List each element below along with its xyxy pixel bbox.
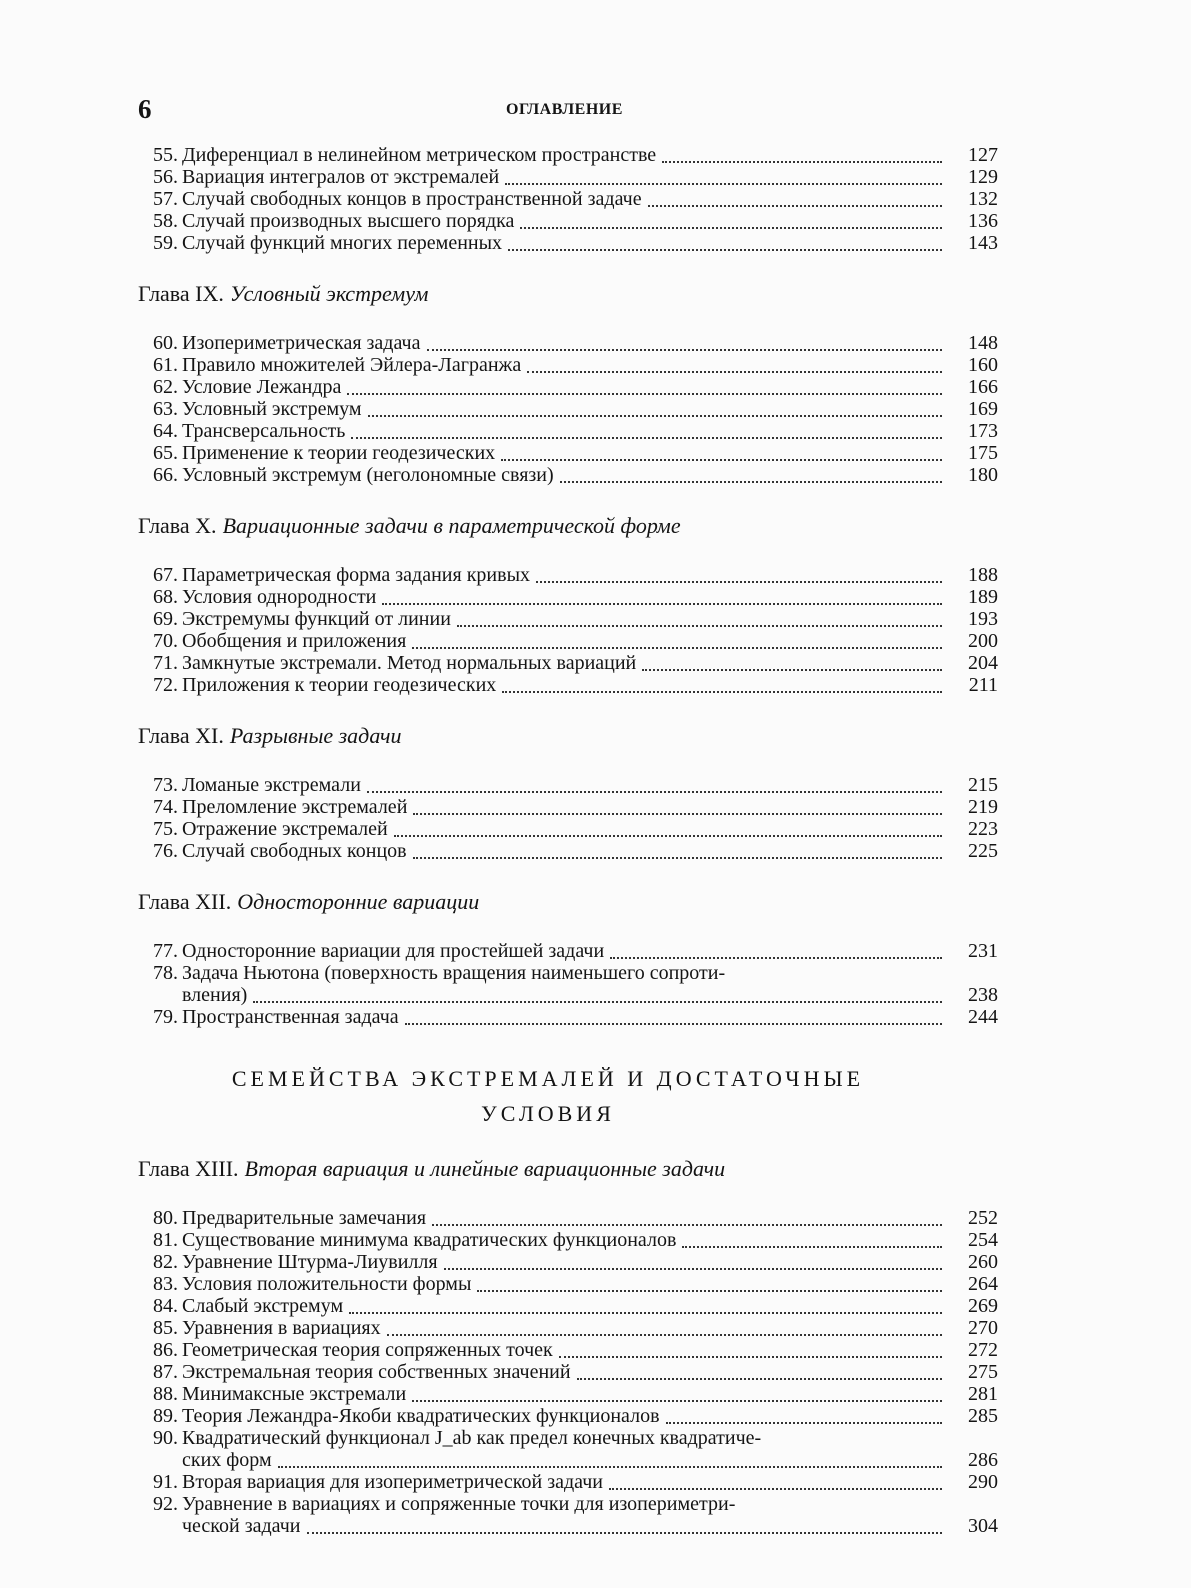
chapter-name: Односторонние вариации — [237, 889, 480, 914]
entry-number: 71. — [153, 652, 178, 674]
dot-leader — [527, 357, 942, 373]
dot-leader — [610, 943, 942, 959]
entry-title: Слабый экстремум — [182, 1295, 344, 1317]
entry-title: Вторая вариация для изопериметрической задачи — [182, 1471, 603, 1493]
toc-entry — [138, 1229, 998, 1251]
toc-entry — [138, 564, 998, 586]
toc-entry — [138, 1383, 998, 1405]
dot-leader — [349, 1298, 942, 1314]
running-head: ОГЛАВЛЕНИЕ — [506, 101, 623, 118]
dot-leader — [394, 821, 942, 837]
toc-entry — [138, 608, 998, 630]
entry-title: Условный экстремум (неголономные связи) — [182, 464, 554, 486]
chapter-label: Глава IX. — [138, 281, 224, 306]
toc-entry — [138, 1207, 998, 1229]
entry-page: 254 — [968, 1229, 998, 1251]
toc-entry — [138, 1405, 998, 1427]
entry-page: 143 — [968, 232, 998, 254]
entry-title-continued: вления) — [182, 984, 248, 1006]
dot-leader — [501, 445, 942, 461]
entry-page: 132 — [968, 188, 998, 210]
dot-leader — [351, 423, 942, 439]
chapter-heading-13 — [138, 1156, 998, 1182]
dot-leader — [457, 611, 942, 627]
toc-entry — [138, 674, 998, 696]
dot-leader — [278, 1452, 942, 1468]
toc-entry — [138, 354, 998, 376]
dot-leader — [253, 987, 942, 1003]
entry-title: Экстремумы функций от линии — [182, 608, 451, 630]
dot-leader — [648, 191, 942, 207]
entry-number: 62. — [153, 376, 178, 398]
entry-title: Условие Лежандра — [182, 376, 342, 398]
entry-title: Параметрическая форма задания кривых — [182, 564, 531, 586]
entry-number: 67. — [153, 564, 178, 586]
entry-number: 69. — [153, 608, 178, 630]
toc-group-ch9 — [138, 332, 998, 486]
entry-title: Вариация интегралов от экстремалей — [182, 166, 500, 188]
dot-leader — [642, 655, 942, 671]
entry-number: 64. — [153, 420, 178, 442]
entry-number: 74. — [153, 796, 178, 818]
entry-page: 281 — [968, 1383, 998, 1405]
entry-title-continued: ческой задачи — [182, 1515, 301, 1537]
entry-title: Теория Лежандра-Якоби квадратических функционалов — [182, 1405, 660, 1427]
dot-leader — [502, 677, 942, 693]
entry-number: 57. — [153, 188, 178, 210]
entry-title: Квадратический функционал J_ab как предел конечных квадратиче- — [182, 1427, 762, 1449]
entry-number: 86. — [153, 1339, 178, 1361]
toc-entry — [138, 1427, 998, 1449]
entry-number: 73. — [153, 774, 178, 796]
entry-title: Уравнение в вариациях и сопряженные точки для изопериметри- — [182, 1493, 736, 1515]
chapter-name: Вторая вариация и линейные вариационные задачи — [244, 1156, 726, 1181]
entry-page: 129 — [968, 166, 998, 188]
entry-title: Отражение экстремалей — [182, 818, 388, 840]
toc-group-top — [138, 144, 998, 254]
dot-leader — [505, 169, 942, 185]
dot-leader — [520, 213, 942, 229]
entry-page: 269 — [968, 1295, 998, 1317]
toc-entry — [138, 1361, 998, 1383]
entry-page: 231 — [968, 940, 998, 962]
dot-leader — [405, 1009, 942, 1025]
entry-title: Предварительные замечания — [182, 1207, 427, 1229]
entry-page: 180 — [968, 464, 998, 486]
entry-number: 83. — [153, 1273, 178, 1295]
dot-leader — [412, 633, 942, 649]
entry-title: Пространственная задача — [182, 1006, 399, 1028]
toc-entry-continued — [138, 984, 998, 1006]
entry-title: Условия положительности формы — [182, 1273, 472, 1295]
entry-title: Условия однородности — [182, 586, 377, 608]
entry-number: 87. — [153, 1361, 178, 1383]
entry-page: 173 — [968, 420, 998, 442]
toc-group-ch13 — [138, 1207, 998, 1537]
dot-leader — [347, 379, 942, 395]
dot-leader — [413, 843, 942, 859]
toc-entry — [138, 144, 998, 166]
entry-page: 127 — [968, 144, 998, 166]
entry-title: Существование минимума квадратических функционалов — [182, 1229, 677, 1251]
entry-number: 79. — [153, 1006, 178, 1028]
chapter-heading-11 — [138, 723, 998, 749]
part-heading-line-2: УСЛОВИЯ — [481, 1101, 615, 1126]
entry-page: 286 — [968, 1449, 998, 1471]
entry-title: Замкнутые экстремали. Метод нормальных вариаций — [182, 652, 637, 674]
entry-page: 169 — [968, 398, 998, 420]
entry-page: 270 — [968, 1317, 998, 1339]
entry-number: 92. — [153, 1493, 178, 1515]
dot-leader — [560, 467, 942, 483]
entry-title: Изопериметрическая задача — [182, 332, 421, 354]
entry-number: 77. — [153, 940, 178, 962]
entry-page: 264 — [968, 1273, 998, 1295]
entry-title: Случай свободных концов в пространственной задаче — [182, 188, 642, 210]
entry-page: 290 — [968, 1471, 998, 1493]
dot-leader — [307, 1518, 942, 1534]
entry-title: Правило множителей Эйлера-Лагранжа — [182, 354, 522, 376]
chapter-name: Вариационные задачи в параметрической форме — [222, 513, 681, 538]
entry-title: Диференциал в нелинейном метрическом пространстве — [182, 144, 657, 166]
toc-group-ch11 — [138, 774, 998, 862]
entry-title: Трансверсальность — [182, 420, 346, 442]
toc-entry — [138, 796, 998, 818]
entry-number: 76. — [153, 840, 178, 862]
entry-page: 204 — [968, 652, 998, 674]
entry-title: Приложения к теории геодезических — [182, 674, 497, 696]
entry-page: 244 — [968, 1006, 998, 1028]
toc-entry — [138, 940, 998, 962]
entry-title: Условный экстремум — [182, 398, 362, 420]
dot-leader — [662, 147, 942, 163]
entry-page: 188 — [968, 564, 998, 586]
chapter-label: Глава XII. — [138, 889, 232, 914]
part-heading: СЕМЕЙСТВА ЭКСТРЕМАЛЕЙ И ДОСТАТОЧНЫЕ — [231, 1066, 865, 1091]
dot-leader — [508, 235, 942, 251]
dot-leader — [577, 1364, 942, 1380]
entry-number: 85. — [153, 1317, 178, 1339]
chapter-name: Разрывные задачи — [229, 723, 402, 748]
dot-leader — [609, 1474, 942, 1490]
entry-title: Обобщения и приложения — [182, 630, 407, 652]
entry-page: 219 — [968, 796, 998, 818]
entry-number: 63. — [153, 398, 178, 420]
entry-title: Односторонние вариации для простейшей задачи — [182, 940, 605, 962]
entry-page: 260 — [968, 1251, 998, 1273]
entry-title-continued: ских форм — [182, 1449, 272, 1471]
page-number: 6 — [138, 94, 152, 124]
toc-entry-continued — [138, 1449, 998, 1471]
dot-leader — [387, 1320, 942, 1336]
toc-entry — [138, 1317, 998, 1339]
toc-entry — [138, 652, 998, 674]
entry-number: 72. — [153, 674, 178, 696]
entry-page: 136 — [968, 210, 998, 232]
entry-page: 160 — [968, 354, 998, 376]
entry-title: Задача Ньютона (поверхность вращения наименьшего сопроти- — [182, 962, 726, 984]
toc-entry — [138, 332, 998, 354]
entry-number: 88. — [153, 1383, 178, 1405]
entry-page: 211 — [968, 674, 998, 696]
entry-page: 215 — [968, 774, 998, 796]
dot-leader — [444, 1254, 942, 1270]
entry-number: 80. — [153, 1207, 178, 1229]
entry-title: Уравнение Штурма-Лиувилля — [182, 1251, 438, 1273]
entry-title: Случай свободных концов — [182, 840, 407, 862]
entry-title: Преломление экстремалей — [182, 796, 408, 818]
entry-page: 285 — [968, 1405, 998, 1427]
entry-title: Ломаные экстремали — [182, 774, 361, 796]
toc-entry — [138, 188, 998, 210]
entry-number: 59. — [153, 232, 178, 254]
entry-number: 84. — [153, 1295, 178, 1317]
toc-entry-continued — [138, 1515, 998, 1537]
chapter-heading-9 — [138, 281, 998, 307]
entry-number: 65. — [153, 442, 178, 464]
chapter-name: Условный экстремум — [229, 281, 429, 306]
entry-page: 275 — [968, 1361, 998, 1383]
entry-page: 252 — [968, 1207, 998, 1229]
dot-leader — [559, 1342, 942, 1358]
toc-entry — [138, 1273, 998, 1295]
entry-page: 223 — [968, 818, 998, 840]
toc-entry — [138, 1471, 998, 1493]
chapter-label: Глава XI. — [138, 723, 224, 748]
toc-entry — [138, 962, 998, 984]
entry-number: 68. — [153, 586, 178, 608]
toc-entry — [138, 166, 998, 188]
toc-entry — [138, 1295, 998, 1317]
entry-number: 81. — [153, 1229, 178, 1251]
entry-number: 91. — [153, 1471, 178, 1493]
chapter-label: Глава X. — [138, 513, 217, 538]
toc-entry — [138, 818, 998, 840]
entry-title: Геометрическая теория сопряженных точек — [182, 1339, 553, 1361]
dot-leader — [477, 1276, 942, 1292]
entry-number: 82. — [153, 1251, 178, 1273]
entry-page: 272 — [968, 1339, 998, 1361]
entry-number: 58. — [153, 210, 178, 232]
toc-entry — [138, 232, 998, 254]
entry-title: Уравнения в вариациях — [182, 1317, 381, 1339]
toc-group-ch10 — [138, 564, 998, 696]
toc-entry — [138, 1339, 998, 1361]
toc-entry — [138, 840, 998, 862]
toc-entry — [138, 630, 998, 652]
entry-number: 66. — [153, 464, 178, 486]
entry-number: 89. — [153, 1405, 178, 1427]
dot-leader — [427, 335, 943, 351]
entry-page: 304 — [968, 1515, 998, 1537]
dot-leader — [432, 1210, 942, 1226]
dot-leader — [666, 1408, 942, 1424]
entry-title: Случай функций многих переменных — [182, 232, 503, 254]
toc-entry — [138, 420, 998, 442]
dot-leader — [382, 589, 942, 605]
toc-entry — [138, 464, 998, 486]
entry-number: 61. — [153, 354, 178, 376]
dot-leader — [367, 777, 942, 793]
toc-entry — [138, 210, 998, 232]
toc-entry — [138, 1493, 998, 1515]
chapter-heading-12 — [138, 889, 998, 915]
dot-leader — [682, 1232, 942, 1248]
entry-page: 238 — [968, 984, 998, 1006]
entry-number: 60. — [153, 332, 178, 354]
chapter-heading-10 — [138, 513, 998, 539]
toc-group-ch12 — [138, 940, 998, 1028]
toc-entry — [138, 398, 998, 420]
entry-page: 148 — [968, 332, 998, 354]
entry-page: 193 — [968, 608, 998, 630]
toc-entry — [138, 376, 998, 398]
entry-page: 166 — [968, 376, 998, 398]
toc-entry — [138, 1006, 998, 1028]
entry-page: 189 — [968, 586, 998, 608]
toc-entry — [138, 442, 998, 464]
entry-title: Экстремальная теория собственных значений — [182, 1361, 571, 1383]
entry-title: Случай производных высшего порядка — [182, 210, 515, 232]
entry-title: Минимаксные экстремали — [182, 1383, 407, 1405]
toc-entry — [138, 586, 998, 608]
entry-number: 75. — [153, 818, 178, 840]
entry-title: Применение к теории геодезических — [182, 442, 496, 464]
entry-number: 70. — [153, 630, 178, 652]
table-of-contents — [138, 144, 998, 1537]
chapter-label: Глава XIII. — [138, 1156, 239, 1181]
entry-number: 90. — [153, 1427, 178, 1449]
toc-entry — [138, 1251, 998, 1273]
dot-leader — [412, 1386, 942, 1402]
entry-page: 225 — [968, 840, 998, 862]
entry-number: 55. — [153, 144, 178, 166]
entry-page: 175 — [968, 442, 998, 464]
dot-leader — [413, 799, 942, 815]
entry-number: 56. — [153, 166, 178, 188]
dot-leader — [536, 567, 942, 583]
toc-entry — [138, 774, 998, 796]
entry-number: 78. — [153, 962, 178, 984]
entry-page: 200 — [968, 630, 998, 652]
dot-leader — [368, 401, 943, 417]
